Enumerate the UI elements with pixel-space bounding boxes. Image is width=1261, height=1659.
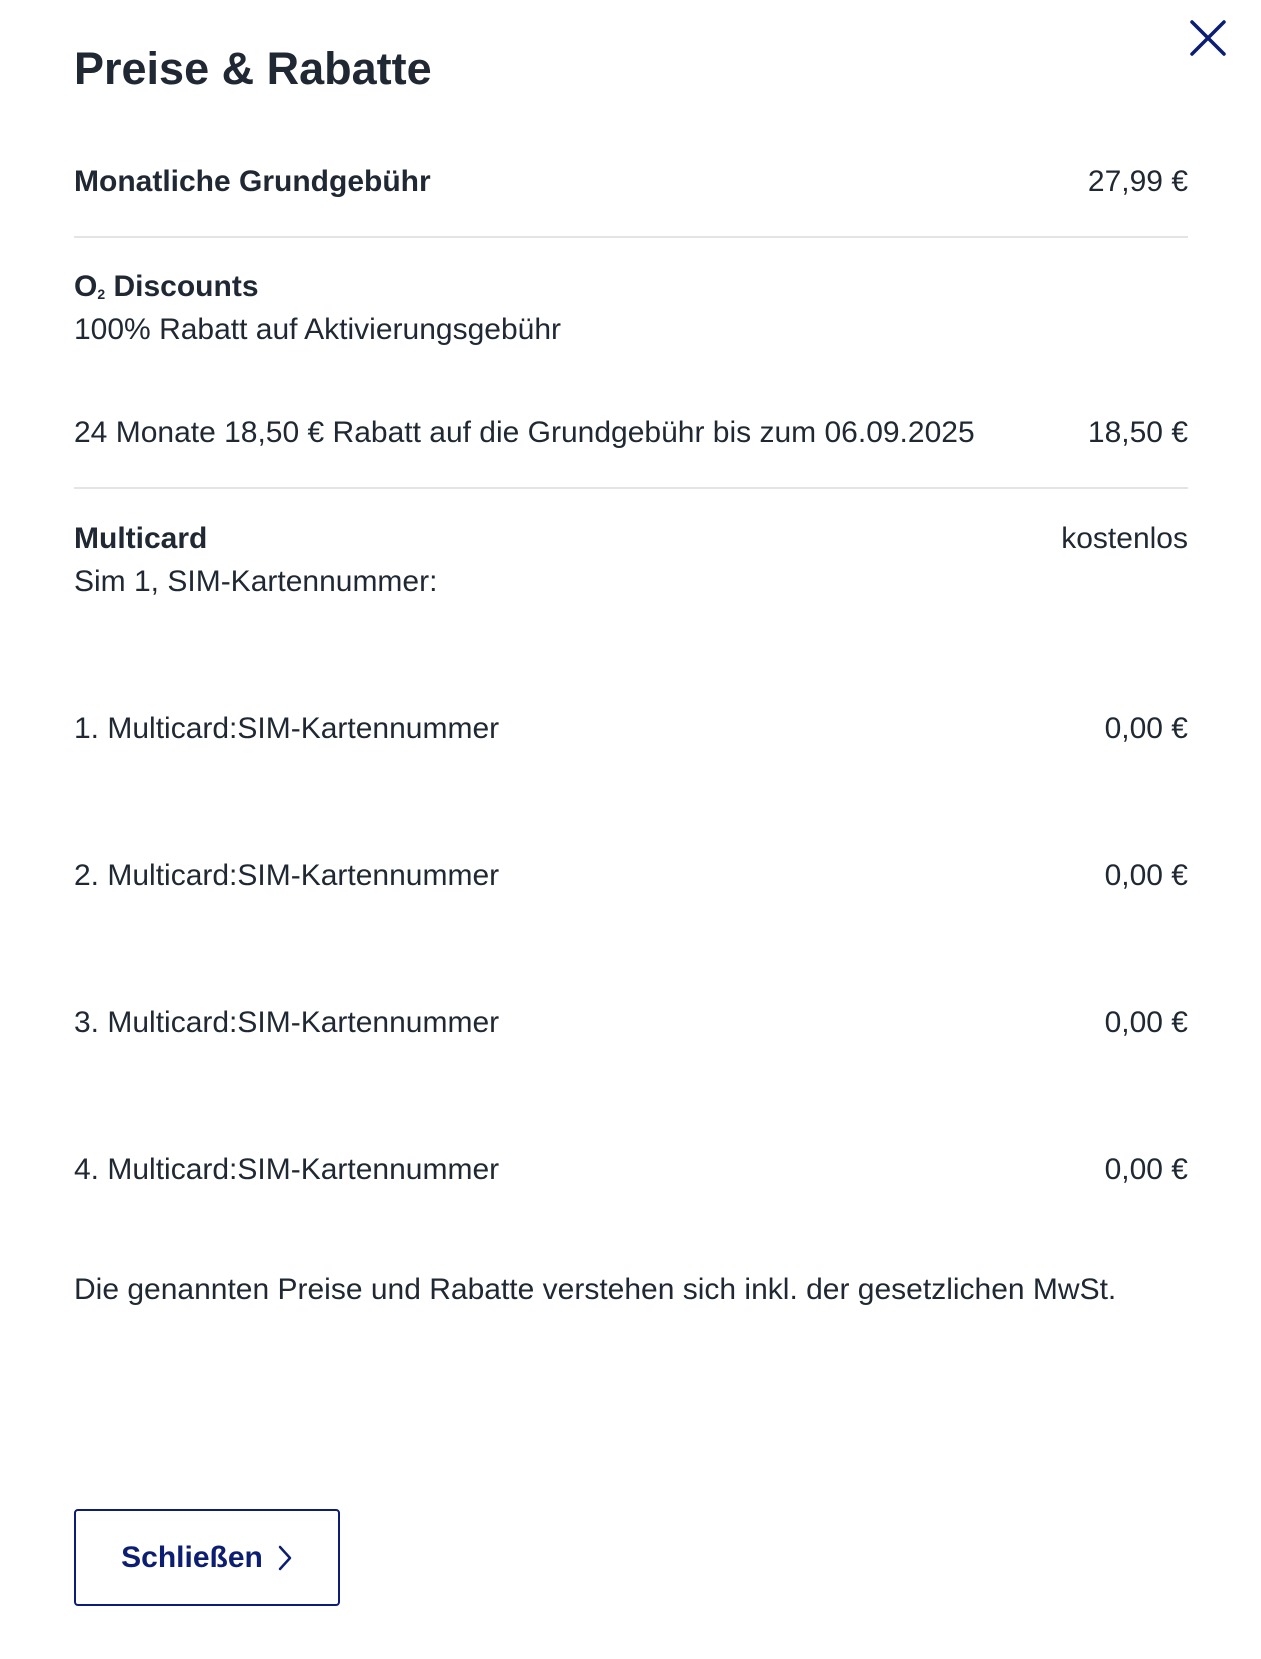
vat-footnote: Die genannten Preise und Rabatte verstehen sich inkl. der gesetzlichen MwSt. (74, 1273, 1117, 1306)
multicard-item-price: 0,00 € (1104, 1153, 1188, 1186)
multicard-item-row (74, 708, 1188, 750)
divider (74, 236, 1188, 238)
multicard-item-row (74, 855, 1188, 897)
chevron-right-icon (277, 1544, 293, 1572)
multicard-item-row (74, 1002, 1188, 1044)
multicard-item-price: 0,00 € (1104, 1006, 1188, 1039)
basic-fee-price: 27,99 € (1087, 165, 1188, 198)
multicard-item-price: 0,00 € (1104, 859, 1188, 892)
multicard-item-label: 3. Multicard:SIM-Kartennummer (74, 1006, 500, 1039)
monthly-discount-row (74, 412, 1188, 454)
activation-discount-text: 100% Rabatt auf Aktivierungsgebühr (74, 313, 561, 346)
multicard-item-label: 2. Multicard:SIM-Kartennummer (74, 859, 500, 892)
multicard-item-label: 4. Multicard:SIM-Kartennummer (74, 1153, 500, 1186)
o2-brand: $O_2$ (74, 270, 106, 303)
close-button-label: Schließen (121, 1540, 263, 1574)
close-icon (1183, 13, 1233, 63)
close-dialog-button[interactable] (1183, 13, 1233, 63)
multicard-item-label: 1. Multicard:SIM-Kartennummer (74, 712, 500, 745)
discounts-heading (74, 266, 259, 308)
dialog-title: Preise & Rabatte (74, 43, 432, 94)
basic-fee-label: Monatliche Grundgebühr (74, 165, 431, 198)
monthly-discount-value: 18,50 € (1087, 416, 1188, 449)
multicard-row (74, 518, 1188, 560)
multicard-item-price: 0,00 € (1104, 712, 1188, 745)
divider (74, 487, 1188, 489)
multicard-item-row (74, 1149, 1188, 1191)
close-button[interactable] (74, 1509, 340, 1606)
sim-label: Sim 1, SIM-Kartennummer: (74, 565, 438, 598)
multicard-price: kostenlos (1061, 522, 1188, 555)
multicard-title: Multicard (74, 522, 208, 555)
discounts-heading-label: Discounts (113, 270, 259, 303)
basic-fee-row (74, 161, 1188, 203)
monthly-discount-label: 24 Monate 18,50 € Rabatt auf die Grundgebühr bis zum 06.09.2025 (74, 416, 975, 449)
